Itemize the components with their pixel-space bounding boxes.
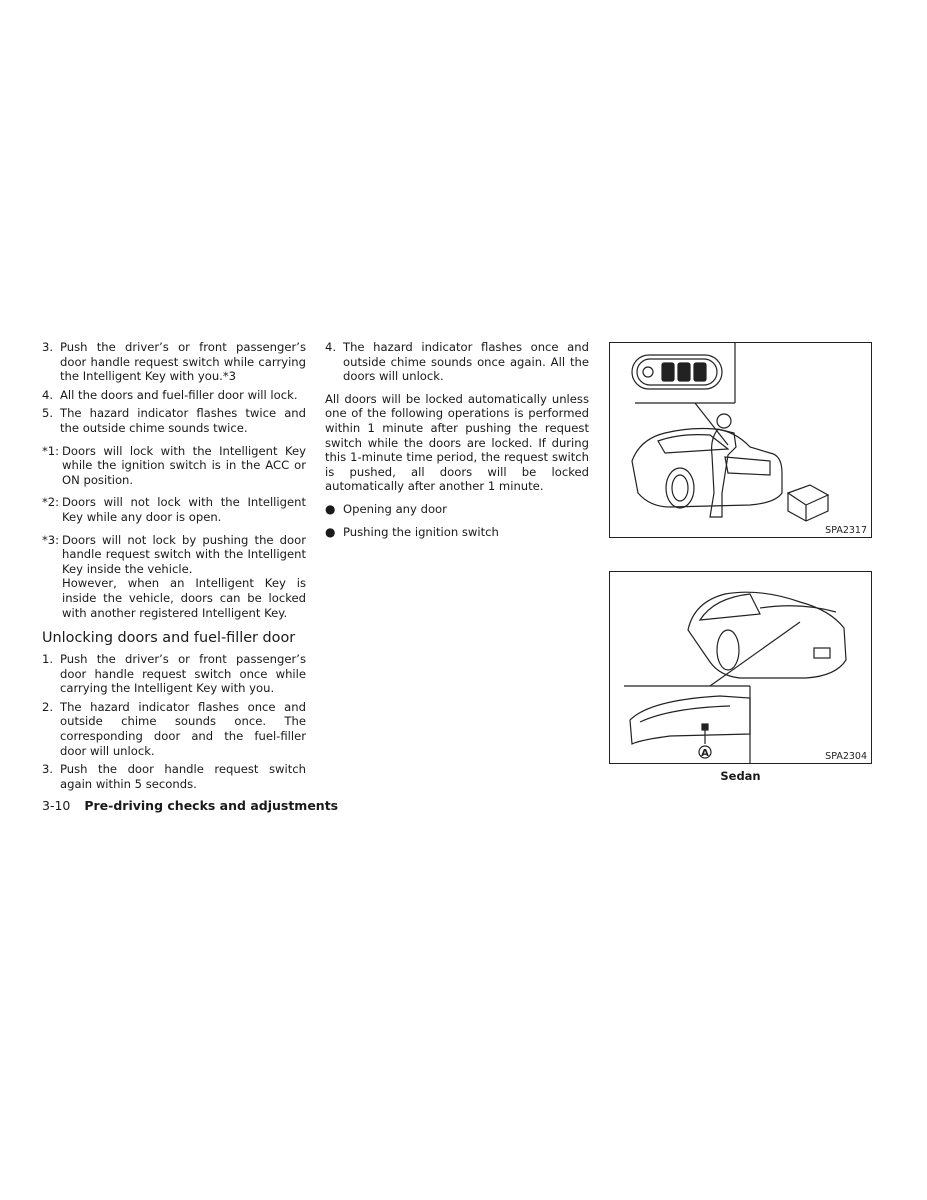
note-3-text: Doors will not lock by pushing the door handle request switch with the Intelligent Key inside the vehicle. bbox=[62, 532, 306, 576]
section-title: Pre-driving checks and adjustments bbox=[84, 798, 339, 813]
figure-code: SPA2317 bbox=[825, 525, 867, 536]
step-5: 5. The hazard indicator flashes twice and the outside chime sounds twice. bbox=[42, 406, 306, 435]
page-number: 3-10 bbox=[42, 798, 71, 813]
figure-caption: Sedan bbox=[720, 769, 761, 783]
note-1: *1: Doors will lock with the Intelligent Key while the ignition switch is in the ACC or ON position. bbox=[42, 443, 306, 487]
note-2: *2: Doors will not lock with the Intelligent Key while any door is open. bbox=[42, 495, 306, 524]
section-heading: Unlocking doors and fuel-filler door bbox=[42, 630, 296, 647]
note-3-text2: However, when an Intelligent Key is inside the vehicle, doors can be locked with another registered Intelligent Key. bbox=[62, 576, 306, 620]
step-3: 3. Push the driver’s or front passenger’s door handle request switch while carrying the Intelligent Key with you.*3 bbox=[42, 340, 306, 384]
figure-door-handle-illustration bbox=[609, 571, 872, 764]
bullet-item: ● Opening any door bbox=[325, 501, 447, 516]
unlock-step-2: 2. The hazard indicator flashes once and outside chime sounds once. The corresponding door and the fuel-filler door will unlock. bbox=[42, 699, 306, 758]
door-handle-illustration bbox=[610, 572, 871, 763]
unlock-step-1: 1. Push the driver’s or front passenger’s door handle request switch once while carrying the Intelligent Key with you. bbox=[42, 652, 306, 696]
car-key-illustration bbox=[610, 343, 871, 537]
bullet-item: ● Pushing the ignition switch bbox=[325, 524, 499, 539]
bullet-icon: ● bbox=[325, 524, 336, 539]
middle-column bbox=[325, 340, 589, 545]
bullet-icon: ● bbox=[325, 501, 336, 516]
auto-lock-paragraph: All doors will be locked automatically unless one of the following operations is performed within 1 minute after pushing the request switch while the doors are locked. If during this 1-minute time period, the request switch is pushed, all doors will be locked automatically after another 1 minute. bbox=[325, 391, 589, 494]
left-column bbox=[42, 340, 306, 795]
note-3: *3: Doors will not lock by pushing the door handle request switch with the Intelligent Key inside the vehicle. However, when an Intelligent Key is inside the vehicle, doors can be locked with another registered Intelligent Key. bbox=[42, 532, 306, 620]
figure-key-lock-illustration bbox=[609, 342, 872, 538]
figure-code: SPA2304 bbox=[825, 751, 867, 762]
page-footer bbox=[42, 798, 338, 813]
unlock-step-4: 4. The hazard indicator flashes once and outside chime sounds once again. All the doors will unlock. bbox=[325, 340, 589, 384]
step-4: 4. All the doors and fuel-filler door will lock. bbox=[42, 387, 298, 402]
unlock-step-3: 3. Push the door handle request switch again within 5 seconds. bbox=[42, 762, 306, 791]
label-a: A bbox=[701, 748, 709, 759]
